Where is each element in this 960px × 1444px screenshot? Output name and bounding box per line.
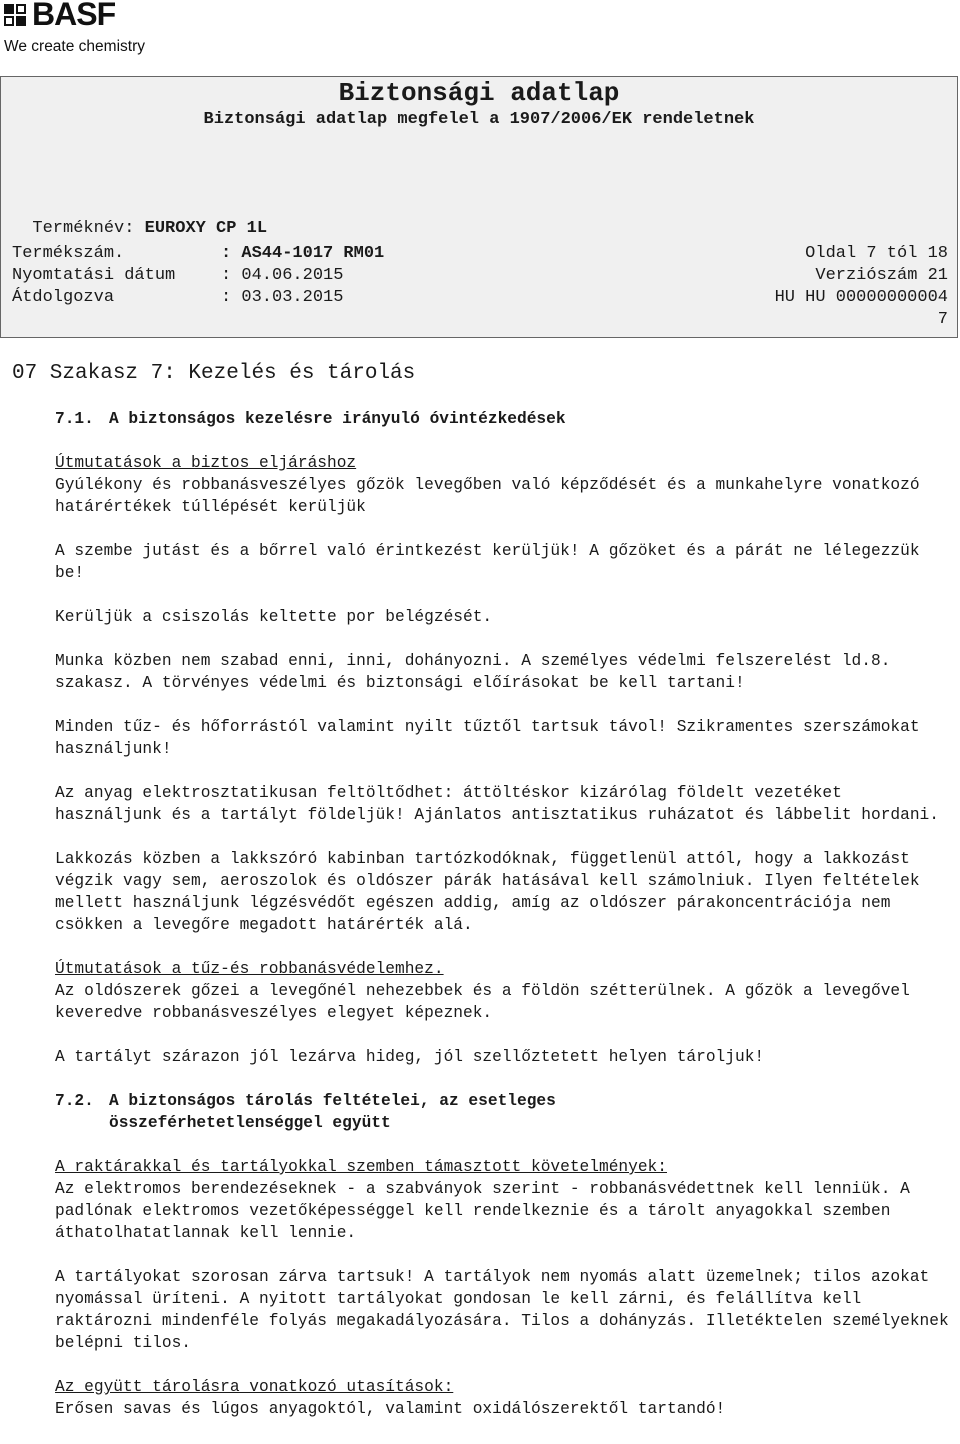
paragraph: A tartályt szárazon jól lezárva hideg, jól szellőztetett helyen tároljuk! (55, 1048, 765, 1066)
paragraph: Erősen savas és lúgos anyagoktól, valamint oxidálószerektől tartandó! (55, 1400, 726, 1418)
paragraph: Az elektromos berendezéseknek - a szabványok szerint - robbanásvédettnek kell lenniük. A padlónak elektromos vezetőképességgel kell rendelkeznie és a tárolt anyagokkal szemben áthatolhatatlannak kell lennie. (55, 1180, 920, 1242)
brand-name: BASF (32, 0, 116, 32)
product-name-value: EUROXY CP 1L (144, 219, 268, 238)
section-title: 07 Szakasz 7: Kezelés és tárolás (12, 362, 416, 385)
heading-safe-handling: Útmutatások a biztos eljáráshoz (55, 454, 357, 472)
paragraph: Az anyag elektrosztatikusan feltöltődhet: áttöltéskor kizárólag földelt vezetéket használjunk és a tartályt földeljük! Ajánlatos antisztatikus ruházatot és lábbelit hordani. (55, 784, 939, 824)
revised-value: : 03.03.2015 (221, 288, 344, 307)
document-subtitle: Biztonsági adatlap megfelel a 1907/2006/EK rendeletnek (203, 110, 755, 129)
product-name-row (12, 200, 267, 238)
paragraph: Lakkozás közben a lakkszóró kabinban tartózkodóknak, függetlenül attól, hogy a lakkozást végzik vagy sem, aeroszolok és oldószer párák hatásával kell számolniuk. Ilyen feltételek mellett használjunk légzésvédőt egészen addig, amíg az oldószer párakoncentrációja nem csökken a levegőre megadott határérték alá. (55, 850, 930, 934)
subsection-number: 7.1. (55, 410, 94, 428)
brand-tagline: We create chemistry (4, 38, 145, 55)
print-date-label: Nyomtatási dátum (12, 266, 176, 285)
product-name-label: Terméknév: (32, 219, 135, 238)
paragraph: Minden tűz- és hőforrástól valamint nyilt tűztől tartsuk távol! Szikramentes szerszámokat használjunk! (55, 718, 930, 758)
section-content (55, 408, 959, 1442)
code-suffix: 7 (937, 310, 948, 329)
subsection-title-line1: A biztonságos tárolás feltételei, az esetleges (109, 1092, 556, 1110)
product-no-label: Termékszám. (12, 244, 125, 263)
subsection-title-line2: összeférhetetlenséggel együtt (109, 1114, 391, 1132)
paragraph: A szembe jutást és a bőrrel való érintkezést kerüljük! A gőzöket és a párát ne lélegezzük be! (55, 542, 930, 582)
paragraph: Az oldószerek gőzei a levegőnél nehezebbek és a földön szétterülnek. A gőzök a levegővel keveredve robbanásveszélyes elegyet képeznek. (55, 982, 920, 1022)
page-info: Oldal 7 tól 18 (805, 244, 948, 263)
paragraph: Munka közben nem szabad enni, inni, dohányozni. A személyes védelmi felszerelést ld.8. szakasz. A törvényes védelmi és biztonsági előírásokat be kell tartani! (55, 652, 901, 692)
subsection-7-2-heading (55, 1090, 955, 1134)
product-no-value: : AS44-1017 RM01 (221, 244, 385, 263)
basf-logo (4, 0, 174, 60)
version-info: Verziószám 21 (815, 266, 948, 285)
subsection-7-1-heading (55, 408, 955, 430)
heading-storage-requirements: A raktárakkal és tartályokkal szemben támasztott követelmények: (55, 1158, 667, 1176)
heading-joint-storage: Az együtt tárolásra vonatkozó utasítások: (55, 1378, 454, 1396)
document-title: Biztonsági adatlap (338, 78, 620, 108)
paragraph: Kerüljük a csiszolás keltette por belégzését. (55, 608, 493, 626)
paragraph: Gyúlékony és robbanásveszélyes gőzök levegőben való képződését és a munkahelyre vonatkozó határértékek túllépését kerüljük (55, 476, 930, 516)
subsection-title: A biztonságos kezelésre irányuló óvintézkedések (109, 410, 566, 428)
print-date-value: : 04.06.2015 (221, 266, 344, 285)
revised-label: Átdolgozva (12, 288, 115, 307)
subsection-number: 7.2. (55, 1092, 94, 1110)
code-info: HU HU 00000000004 (774, 288, 948, 307)
paragraph: A tartályokat szorosan zárva tartsuk! A tartályok nem nyomás alatt üzemelnek; tilos azokat nyomással üríteni. A nyitott tartályokat gondosan le kell zárni, és felállítva kell raktározni mindenféle folyás megakadályozására. Tilos a dohányzás. Illetéktelen személyeknek belépni tilos. (55, 1268, 959, 1352)
heading-fire-protection: Útmutatások a tűz-és robbanásvédelemhez. (55, 960, 444, 978)
